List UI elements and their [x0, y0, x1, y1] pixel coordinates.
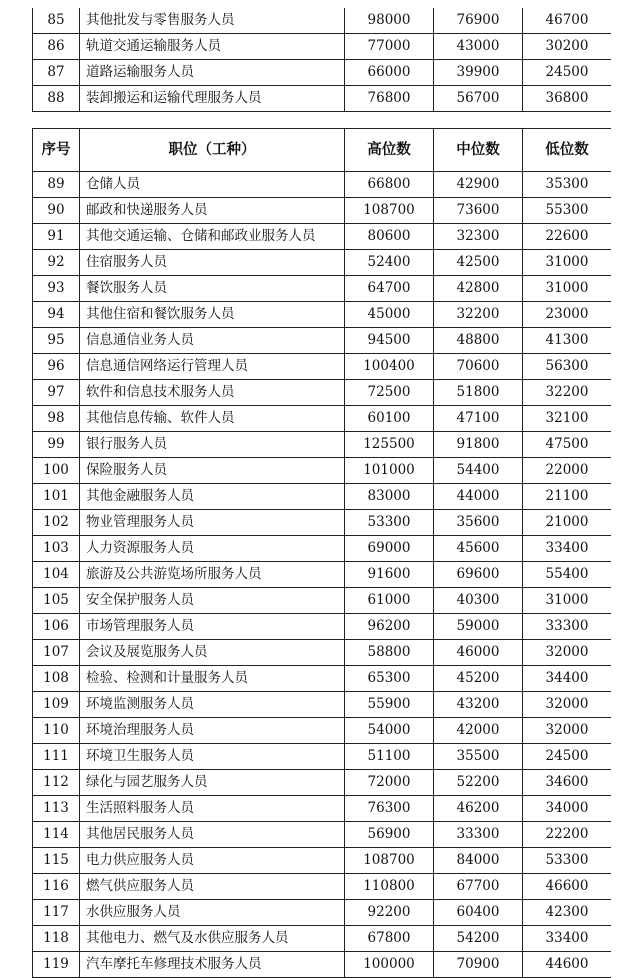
cell-low: 30200: [523, 34, 612, 60]
cell-mid: 43200: [434, 692, 523, 718]
table-row: [33, 172, 612, 198]
cell-job: 软件和信息技术服务人员: [80, 380, 345, 406]
table-row: [33, 640, 612, 666]
table-row: [33, 86, 612, 112]
table-row: [33, 484, 612, 510]
cell-no: 90: [33, 198, 80, 224]
table-row: [33, 718, 612, 744]
cell-mid: 39900: [434, 60, 523, 86]
cell-no: 101: [33, 484, 80, 510]
cell-mid: 32200: [434, 302, 523, 328]
table-row: [33, 588, 612, 614]
cell-high: 67800: [345, 926, 434, 952]
cell-no: 94: [33, 302, 80, 328]
cell-job: 物业管理服务人员: [80, 510, 345, 536]
table-row: [33, 692, 612, 718]
table-row: [33, 822, 612, 848]
table-row: [33, 406, 612, 432]
cell-mid: 70900: [434, 952, 523, 978]
table-row: [33, 458, 612, 484]
cell-low: 46600: [523, 874, 612, 900]
cell-mid: 67700: [434, 874, 523, 900]
cell-high: 77000: [345, 34, 434, 60]
cell-mid: 84000: [434, 848, 523, 874]
cell-job: 其他住宿和餐饮服务人员: [80, 302, 345, 328]
cell-mid: 70600: [434, 354, 523, 380]
cell-job: 旅游及公共游览场所服务人员: [80, 562, 345, 588]
cell-no: 117: [33, 900, 80, 926]
cell-low: 32000: [523, 692, 612, 718]
cell-mid: 42000: [434, 718, 523, 744]
cell-high: 100000: [345, 952, 434, 978]
cell-job: 水供应服务人员: [80, 900, 345, 926]
table-row: [33, 614, 612, 640]
cell-no: 112: [33, 770, 80, 796]
table-row: [33, 34, 612, 60]
cell-no: 85: [33, 8, 80, 34]
cell-low: 46700: [523, 8, 612, 34]
cell-mid: 60400: [434, 900, 523, 926]
cell-no: 105: [33, 588, 80, 614]
cell-no: 111: [33, 744, 80, 770]
table-row: [33, 536, 612, 562]
table-row: [33, 8, 612, 34]
cell-no: 92: [33, 250, 80, 276]
cell-job: 餐饮服务人员: [80, 276, 345, 302]
cell-low: 33300: [523, 614, 612, 640]
cell-high: 72500: [345, 380, 434, 406]
table-row: [33, 432, 612, 458]
cell-low: 32000: [523, 640, 612, 666]
table-row: [33, 328, 612, 354]
cell-low: 34600: [523, 770, 612, 796]
cell-mid: 40300: [434, 588, 523, 614]
table-row: [33, 276, 612, 302]
table-header: [33, 129, 612, 172]
cell-job: 环境监测服务人员: [80, 692, 345, 718]
cell-mid: 54400: [434, 458, 523, 484]
cell-low: 24500: [523, 744, 612, 770]
cell-job: 汽车摩托车修理技术服务人员: [80, 952, 345, 978]
table-row: [33, 510, 612, 536]
cell-mid: 35500: [434, 744, 523, 770]
cell-low: 33400: [523, 926, 612, 952]
cell-high: 64700: [345, 276, 434, 302]
cell-low: 24500: [523, 60, 612, 86]
cell-mid: 47100: [434, 406, 523, 432]
cell-job: 电力供应服务人员: [80, 848, 345, 874]
cell-no: 98: [33, 406, 80, 432]
table-row: [33, 60, 612, 86]
cell-high: 56900: [345, 822, 434, 848]
cell-high: 52400: [345, 250, 434, 276]
cell-high: 54000: [345, 718, 434, 744]
cell-low: 53300: [523, 848, 612, 874]
cell-job: 住宿服务人员: [80, 250, 345, 276]
cell-high: 69000: [345, 536, 434, 562]
cell-mid: 45600: [434, 536, 523, 562]
table-body: [33, 172, 612, 978]
cell-no: 110: [33, 718, 80, 744]
cell-low: 34400: [523, 666, 612, 692]
cell-high: 72000: [345, 770, 434, 796]
cell-high: 61000: [345, 588, 434, 614]
cell-high: 58800: [345, 640, 434, 666]
cell-no: 118: [33, 926, 80, 952]
cell-mid: 48800: [434, 328, 523, 354]
cell-job: 其他批发与零售服务人员: [80, 8, 345, 34]
cell-mid: 54200: [434, 926, 523, 952]
cell-mid: 33300: [434, 822, 523, 848]
cell-low: 32000: [523, 718, 612, 744]
cell-mid: 46000: [434, 640, 523, 666]
table-row: [33, 770, 612, 796]
cell-mid: 44000: [434, 484, 523, 510]
cell-no: 100: [33, 458, 80, 484]
cell-low: 21100: [523, 484, 612, 510]
cell-low: 55400: [523, 562, 612, 588]
cell-job: 装卸搬运和运输代理服务人员: [80, 86, 345, 112]
cell-high: 55900: [345, 692, 434, 718]
table-row: [33, 744, 612, 770]
cell-job: 燃气供应服务人员: [80, 874, 345, 900]
cell-high: 101000: [345, 458, 434, 484]
cell-no: 97: [33, 380, 80, 406]
cell-job: 会议及展览服务人员: [80, 640, 345, 666]
cell-high: 51100: [345, 744, 434, 770]
cell-mid: 69600: [434, 562, 523, 588]
cell-job: 人力资源服务人员: [80, 536, 345, 562]
table-row: [33, 666, 612, 692]
cell-mid: 52200: [434, 770, 523, 796]
cell-low: 23000: [523, 302, 612, 328]
cell-low: 42300: [523, 900, 612, 926]
table-row: [33, 848, 612, 874]
cell-low: 32100: [523, 406, 612, 432]
cell-no: 116: [33, 874, 80, 900]
cell-high: 76300: [345, 796, 434, 822]
table-row: [33, 562, 612, 588]
cell-no: 89: [33, 172, 80, 198]
salary-table-continued: [32, 8, 611, 112]
cell-low: 31000: [523, 250, 612, 276]
cell-high: 94500: [345, 328, 434, 354]
table-row: [33, 302, 612, 328]
cell-high: 91600: [345, 562, 434, 588]
cell-high: 108700: [345, 848, 434, 874]
cell-job: 仓储人员: [80, 172, 345, 198]
cell-no: 87: [33, 60, 80, 86]
header-mid: 中位数: [434, 129, 523, 172]
table-row: [33, 874, 612, 900]
cell-high: 92200: [345, 900, 434, 926]
cell-high: 76800: [345, 86, 434, 112]
table-row: [33, 900, 612, 926]
cell-job: 其他电力、燃气及水供应服务人员: [80, 926, 345, 952]
cell-high: 65300: [345, 666, 434, 692]
cell-mid: 45200: [434, 666, 523, 692]
cell-no: 99: [33, 432, 80, 458]
cell-high: 125500: [345, 432, 434, 458]
cell-low: 22000: [523, 458, 612, 484]
cell-no: 114: [33, 822, 80, 848]
cell-mid: 73600: [434, 198, 523, 224]
cell-job: 其他信息传输、软件人员: [80, 406, 345, 432]
cell-no: 115: [33, 848, 80, 874]
cell-no: 113: [33, 796, 80, 822]
cell-low: 55300: [523, 198, 612, 224]
cell-high: 83000: [345, 484, 434, 510]
cell-low: 22600: [523, 224, 612, 250]
cell-low: 32200: [523, 380, 612, 406]
cell-no: 106: [33, 614, 80, 640]
cell-job: 环境治理服务人员: [80, 718, 345, 744]
cell-mid: 91800: [434, 432, 523, 458]
cell-no: 88: [33, 86, 80, 112]
cell-no: 108: [33, 666, 80, 692]
cell-job: 其他金融服务人员: [80, 484, 345, 510]
cell-no: 93: [33, 276, 80, 302]
cell-no: 109: [33, 692, 80, 718]
cell-no: 102: [33, 510, 80, 536]
cell-job: 环境卫生服务人员: [80, 744, 345, 770]
cell-mid: 51800: [434, 380, 523, 406]
cell-high: 100400: [345, 354, 434, 380]
header-row: [33, 129, 612, 172]
cell-job: 绿化与园艺服务人员: [80, 770, 345, 796]
cell-mid: 59000: [434, 614, 523, 640]
cell-mid: 35600: [434, 510, 523, 536]
table-row: [33, 198, 612, 224]
cell-job: 生活照料服务人员: [80, 796, 345, 822]
header-low: 低位数: [523, 129, 612, 172]
cell-job: 其他居民服务人员: [80, 822, 345, 848]
cell-high: 66000: [345, 60, 434, 86]
cell-low: 56300: [523, 354, 612, 380]
table-body-top: [33, 8, 612, 112]
cell-high: 45000: [345, 302, 434, 328]
cell-mid: 42500: [434, 250, 523, 276]
table-row: [33, 354, 612, 380]
cell-high: 108700: [345, 198, 434, 224]
cell-high: 66800: [345, 172, 434, 198]
header-job: 职位（工种）: [80, 129, 345, 172]
cell-mid: 42800: [434, 276, 523, 302]
cell-job: 信息通信网络运行管理人员: [80, 354, 345, 380]
cell-high: 96200: [345, 614, 434, 640]
cell-job: 安全保护服务人员: [80, 588, 345, 614]
cell-job: 邮政和快递服务人员: [80, 198, 345, 224]
cell-job: 信息通信业务人员: [80, 328, 345, 354]
cell-no: 107: [33, 640, 80, 666]
table-row: [33, 926, 612, 952]
cell-job: 轨道交通运输服务人员: [80, 34, 345, 60]
cell-no: 91: [33, 224, 80, 250]
cell-job: 道路运输服务人员: [80, 60, 345, 86]
cell-low: 33400: [523, 536, 612, 562]
cell-mid: 43000: [434, 34, 523, 60]
cell-no: 95: [33, 328, 80, 354]
table-row: [33, 224, 612, 250]
cell-low: 34000: [523, 796, 612, 822]
cell-no: 96: [33, 354, 80, 380]
table-row: [33, 250, 612, 276]
header-high: 高位数: [345, 129, 434, 172]
salary-table: [32, 128, 611, 978]
cell-low: 31000: [523, 276, 612, 302]
cell-low: 35300: [523, 172, 612, 198]
cell-mid: 56700: [434, 86, 523, 112]
cell-high: 60100: [345, 406, 434, 432]
cell-no: 104: [33, 562, 80, 588]
cell-low: 21000: [523, 510, 612, 536]
cell-low: 36800: [523, 86, 612, 112]
cell-low: 41300: [523, 328, 612, 354]
cell-mid: 42900: [434, 172, 523, 198]
cell-no: 86: [33, 34, 80, 60]
cell-job: 银行服务人员: [80, 432, 345, 458]
cell-high: 98000: [345, 8, 434, 34]
header-no: 序号: [33, 129, 80, 172]
cell-job: 市场管理服务人员: [80, 614, 345, 640]
cell-low: 47500: [523, 432, 612, 458]
cell-high: 80600: [345, 224, 434, 250]
cell-low: 22200: [523, 822, 612, 848]
cell-job: 保险服务人员: [80, 458, 345, 484]
table-row: [33, 796, 612, 822]
table-row: [33, 380, 612, 406]
cell-mid: 46200: [434, 796, 523, 822]
cell-high: 53300: [345, 510, 434, 536]
cell-no: 103: [33, 536, 80, 562]
cell-no: 119: [33, 952, 80, 978]
cell-job: 其他交通运输、仓储和邮政业服务人员: [80, 224, 345, 250]
cell-job: 检验、检测和计量服务人员: [80, 666, 345, 692]
cell-mid: 76900: [434, 8, 523, 34]
cell-high: 110800: [345, 874, 434, 900]
cell-low: 31000: [523, 588, 612, 614]
cell-mid: 32300: [434, 224, 523, 250]
cell-low: 44600: [523, 952, 612, 978]
